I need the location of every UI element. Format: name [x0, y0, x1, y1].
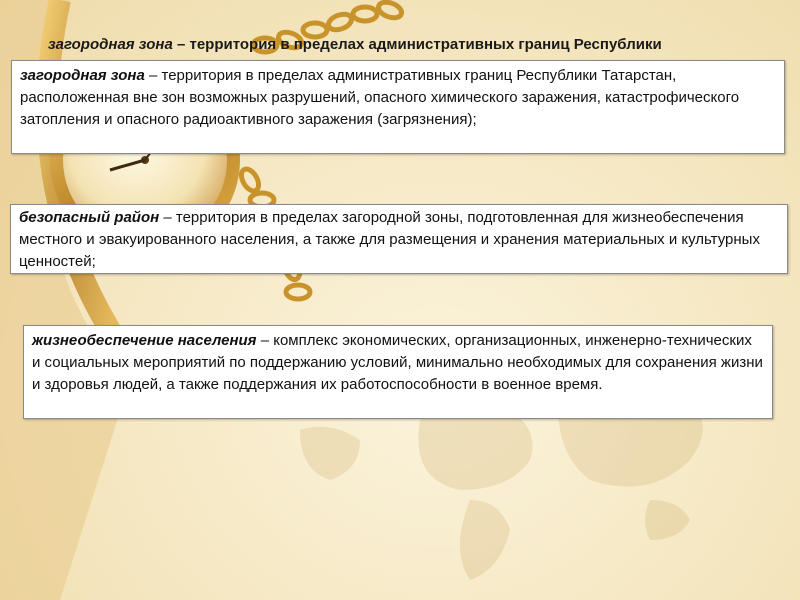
definition-term: безопасный район [19, 209, 160, 226]
ghost-heading-term: загородная зона [48, 36, 173, 53]
definition-term: жизнеобеспечение населения [32, 332, 257, 349]
definition-text: – территория в пределах загородной зоны, подготовленная для жизнеобеспечения местного и эвакуированного населения, а также для размещения и хранения материальных и культурных ценностей; [19, 209, 760, 270]
definition-box-safe-area [10, 204, 788, 274]
ghost-heading [48, 35, 768, 55]
definition-text: – территория в пределах административных границ Республики Татарстан, расположенная вне зон возможных разрушений, опасного химического заражения, катастрофического затопления и опасного радиоактивного заражения (загрязнения); [20, 67, 740, 128]
definition-term: загородная зона [20, 67, 145, 84]
definition-text: – комплекс экономических, организационных, инженерно-технических и социальных мероприятий по поддержанию условий, минимально необходимых для сохранения жизни и здоровья людей, а также поддержания их работоспособности в военное время. [32, 332, 763, 393]
ghost-heading-text: – территория в пределах административных границ Республики [172, 36, 662, 53]
definition-box-life-support [23, 325, 773, 419]
definition-box-suburban-zone [11, 60, 785, 154]
